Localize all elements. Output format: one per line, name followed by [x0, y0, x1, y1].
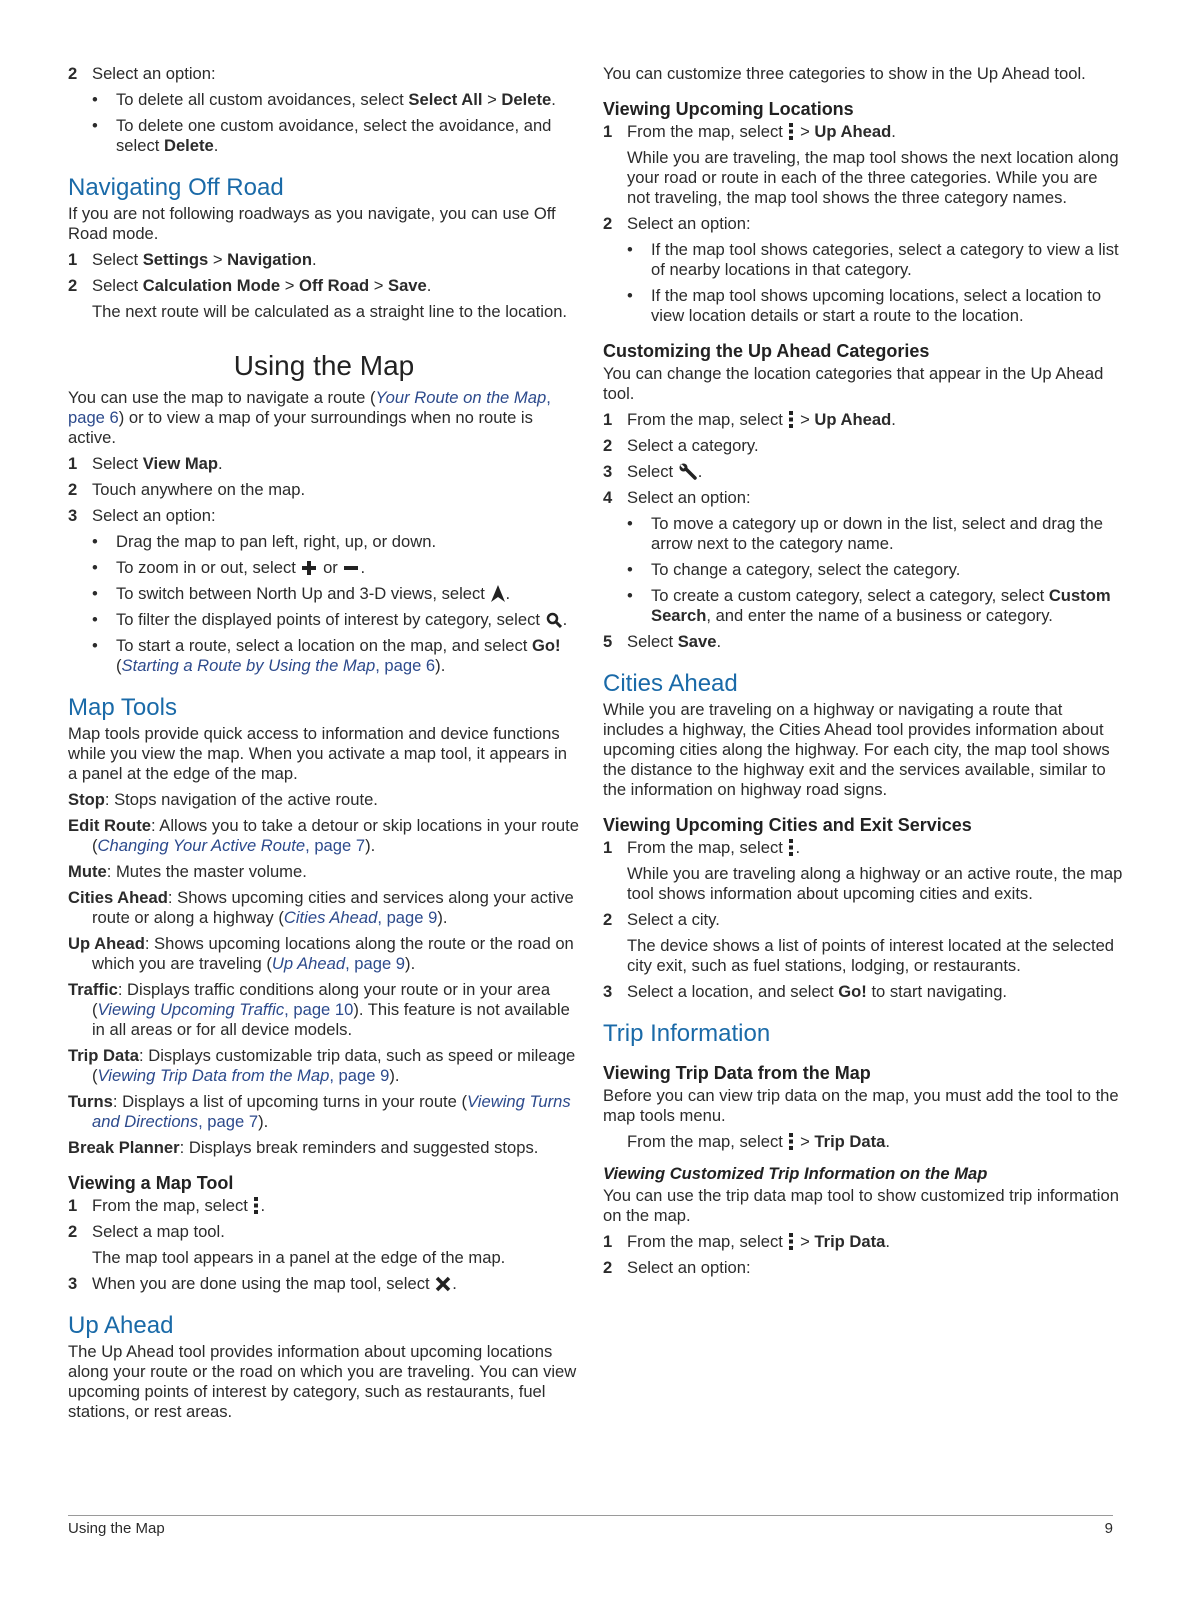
bullet-item: • To start a route, select a location on the map, and select Go! (Starting a Route by Using the Map, page 6). [68, 636, 580, 676]
section-heading: Up Ahead [68, 1312, 174, 1339]
cross-reference-link[interactable]: Up Ahead [271, 954, 346, 973]
left-column [68, 64, 580, 1428]
step: 2 Select Calculation Mode > Off Road > Save. [68, 276, 432, 295]
bullet-item: • To change a category, select the category. [603, 560, 1123, 580]
right-column [603, 64, 1123, 1284]
subsection-heading: Viewing Trip Data from the Map [603, 1063, 871, 1083]
paragraph: If you are not following roadways as you navigate, you can use Off Road mode. [68, 204, 556, 243]
step: 1 From the map, select . [603, 838, 801, 857]
cross-reference-link[interactable]: Viewing Trip Data from the Map [97, 1066, 330, 1085]
subsection-heading: Viewing Upcoming Cities and Exit Services [603, 815, 972, 835]
menu-icon [788, 411, 794, 428]
bullet-item: • To switch between North Up and 3-D views, select . [68, 584, 580, 604]
chapter-title: Using the Map [233, 350, 415, 381]
paragraph: The Up Ahead tool provides information about upcoming locations along your route or the road on which you are traveling. You can view upcoming points of interest by category, such as restaurants, fuel stations, or rest areas. [68, 1342, 577, 1421]
subsection-heading: Customizing the Up Ahead Categories [603, 341, 930, 361]
section-heading: Map Tools [68, 694, 177, 721]
step: 2 Select a map tool. [68, 1222, 225, 1241]
footer-divider [68, 1515, 1113, 1516]
bullet-item: • To create a custom category, select a category, select Custom Search, and enter the name of a business or category. [603, 586, 1123, 626]
menu-icon [253, 1197, 259, 1214]
step-note: From the map, select > Trip Data. [627, 1132, 891, 1151]
paragraph: You can customize three categories to show in the Up Ahead tool. [603, 64, 1086, 83]
step: 4 Select an option: [603, 488, 751, 507]
plus-icon [301, 560, 317, 576]
subsubsection-heading: Viewing Customized Trip Information on the Map [603, 1164, 988, 1183]
cross-reference-link[interactable]: Changing Your Active Route [97, 836, 306, 855]
wrench-icon [679, 463, 697, 480]
cross-reference-link[interactable]: Your Route on the Map [375, 388, 547, 407]
bullet-item: • Drag the map to pan left, right, up, or down. [68, 532, 580, 552]
paragraph: Before you can view trip data on the map, you must add the tool to the map tools menu. [603, 1086, 1119, 1125]
page-number: 9 [1104, 1520, 1113, 1537]
step: 3 Select an option: [68, 506, 216, 525]
bullet-item: • To delete one custom avoidance, select the avoidance, and select Delete. [68, 116, 580, 156]
section-heading: Trip Information [603, 1020, 771, 1047]
bullet-item: • To move a category up or down in the list, select and drag the arrow next to the category name. [603, 514, 1123, 554]
paragraph: You can use the trip data map tool to show customized trip information on the map. [603, 1186, 1119, 1225]
step-note: While you are traveling, the map tool shows the next location along your road or route in each of the three categories. While you are not traveling, the map tool shows the three category names. [627, 148, 1119, 207]
bullet-item: • To filter the displayed points of interest by category, select . [68, 610, 580, 630]
definition-item: Turns: Displays a list of upcoming turns in your route (Viewing Turns and Directions, page 7). [68, 1092, 571, 1131]
step: 2 Select an option: [68, 64, 216, 83]
cross-reference-link[interactable]: Viewing Upcoming Traffic [97, 1000, 285, 1019]
menu-icon [788, 1133, 794, 1150]
definition-item: Trip Data: Displays customizable trip data, such as speed or mileage (Viewing Trip Data from the Map, page 9). [68, 1046, 576, 1085]
close-icon [435, 1276, 451, 1292]
step: 3 When you are done using the map tool, select . [68, 1274, 457, 1293]
step: 1 Select Settings > Navigation. [68, 250, 317, 269]
step: 1 From the map, select > Trip Data. [603, 1232, 891, 1251]
menu-icon [788, 1233, 794, 1250]
step: 1 Select View Map. [68, 454, 223, 473]
step-note: The next route will be calculated as a straight line to the location. [92, 302, 568, 321]
definition-item: Up Ahead: Shows upcoming locations along the route or the road on which you are traveling (Up Ahead, page 9). [68, 934, 574, 973]
cross-reference-link[interactable]: Cities Ahead [283, 908, 378, 927]
step: 3 Select a location, and select Go! to start navigating. [603, 982, 1008, 1001]
definition-item: Stop: Stops navigation of the active route. [68, 790, 378, 809]
paragraph: You can change the location categories that appear in the Up Ahead tool. [603, 364, 1104, 403]
step: 3 Select . [603, 462, 703, 481]
definition-item: Traffic: Displays traffic conditions along your route or in your area (Viewing Upcoming Traffic, page 10). This feature is not available in all areas or for all device models. [68, 980, 570, 1039]
paragraph: Map tools provide quick access to information and device functions while you view the map. When you activate a map tool, it appears in a panel at the edge of the map. [68, 724, 567, 783]
cross-reference-link[interactable]: Viewing Turns and Directions [92, 1092, 571, 1131]
definition-item: Break Planner: Displays break reminders and suggested stops. [68, 1138, 539, 1157]
north-arrow-icon [491, 585, 505, 602]
section-heading: Cities Ahead [603, 670, 738, 697]
step: 1 From the map, select . [68, 1196, 266, 1215]
footer-section-name: Using the Map [68, 1520, 165, 1537]
definition-item: Edit Route: Allows you to take a detour or skip locations in your route (Changing Your Active Route, page 7). [68, 816, 579, 855]
step: 1 From the map, select > Up Ahead. [603, 410, 896, 429]
bullet-item: • If the map tool shows categories, select a category to view a list of nearby locations in that category. [603, 240, 1123, 280]
bullet-item: • To delete all custom avoidances, select Select All > Delete. [68, 90, 580, 110]
step-note: While you are traveling along a highway or an active route, the map tool shows information about upcoming cities and exits. [627, 864, 1123, 903]
subsection-heading: Viewing a Map Tool [68, 1173, 234, 1193]
step: 2 Select an option: [603, 214, 751, 233]
step: 2 Select a category. [603, 436, 759, 455]
search-icon [546, 612, 562, 628]
paragraph: While you are traveling on a highway or navigating a route that includes a highway, the Cities Ahead tool provides information about upcoming cities along the highway. For each city, the map tool shows the distance to the highway exit and the services available, similar to the information on highway road signs. [603, 700, 1110, 799]
step: 2 Select an option: [603, 1258, 751, 1277]
subsection-heading: Viewing Upcoming Locations [603, 99, 854, 119]
bullet-item: • If the map tool shows upcoming locations, select a location to view location details or start a route to the location. [603, 286, 1123, 326]
step-note: The device shows a list of points of interest located at the selected city exit, such as fuel stations, lodging, or restaurants. [627, 936, 1115, 975]
section-heading: Navigating Off Road [68, 174, 284, 201]
step: 1 From the map, select > Up Ahead. [603, 122, 896, 141]
menu-icon [788, 839, 794, 856]
menu-icon [788, 123, 794, 140]
step-note: The map tool appears in a panel at the edge of the map. [92, 1248, 506, 1267]
minus-icon [343, 560, 359, 576]
step: 2 Select a city. [603, 910, 720, 929]
definition-item: Cities Ahead: Shows upcoming cities and services along your active route or along a highway (Cities Ahead, page 9). [68, 888, 574, 927]
paragraph: You can use the map to navigate a route (Your Route on the Map, page 6) or to view a map of your surroundings when no route is active. [68, 388, 551, 447]
cross-reference-link[interactable]: Starting a Route by Using the Map [121, 656, 376, 675]
step: 2 Touch anywhere on the map. [68, 480, 306, 499]
bullet-item: • To zoom in or out, select or . [68, 558, 580, 578]
step: 5 Select Save. [603, 632, 722, 651]
definition-item: Mute: Mutes the master volume. [68, 862, 307, 881]
